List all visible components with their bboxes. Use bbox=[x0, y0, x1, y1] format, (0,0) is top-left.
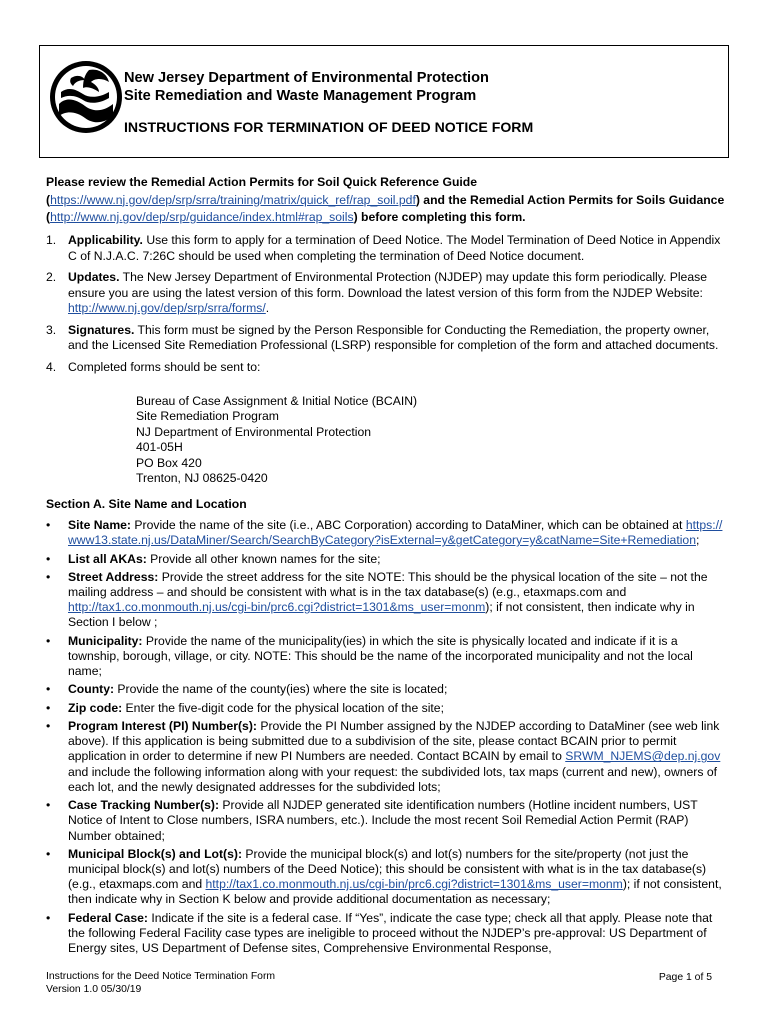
bullet-glyph: • bbox=[46, 518, 51, 532]
item-heading: Updates. bbox=[68, 270, 120, 284]
bullet-glyph: • bbox=[46, 910, 51, 925]
bullet-heading: Municipality: bbox=[68, 633, 143, 648]
list-item bbox=[46, 360, 726, 376]
bullet-heading: Program Interest (PI) Number(s): bbox=[68, 719, 257, 733]
address-line: Trenton, NJ 08625-0420 bbox=[136, 471, 268, 486]
address-line: Bureau of Case Assignment & Initial Notice (BCAIN) bbox=[136, 394, 418, 408]
footer-form-name: Instructions for the Deed Notice Termination Form bbox=[46, 971, 276, 982]
item-number: 3. bbox=[46, 322, 57, 337]
bullet-heading: Case Tracking Number(s): bbox=[68, 798, 220, 813]
list-item bbox=[46, 323, 726, 354]
mailing-address bbox=[136, 394, 417, 486]
rap-soils-guidance-link[interactable]: http://www.nj.gov/dep/srp/guidance/index.html#rap_soils bbox=[50, 210, 354, 224]
njdep-logo-icon bbox=[49, 60, 123, 134]
bullet-glyph: • bbox=[46, 551, 51, 566]
bullet-glyph: • bbox=[46, 798, 51, 813]
bullet-heading: Federal Case: bbox=[68, 910, 148, 925]
header-box bbox=[39, 45, 729, 158]
section-a-heading: Section A. Site Name and Location bbox=[46, 497, 247, 511]
bullet-text: Enter the five-digit code for the physical location of the site; bbox=[122, 700, 444, 715]
bullet-block-lot bbox=[46, 847, 728, 908]
address-line: Site Remediation Program bbox=[136, 409, 279, 424]
bullet-after: ); if not consistent, then indicate why in Section I below ; bbox=[68, 600, 695, 630]
item-heading: Applicability. bbox=[68, 233, 143, 247]
bullet-text: Provide the municipal block(s) and lot(s) numbers for the site/property (not just the municipal block(s) and lot(s) numbers of the Deed Notice); this should be consistent with what is in the tax database(s) (e.g., etaxmaps.com and bbox=[68, 846, 707, 892]
bullet-county bbox=[46, 682, 728, 697]
bullet-akas bbox=[46, 552, 728, 567]
item-number: 4. bbox=[46, 359, 57, 374]
item-number: 1. bbox=[46, 233, 57, 247]
bullet-text: Provide the PI Number assigned by the NJDEP according to DataMiner (see web link above). If this application is being submitted due to a subdivision of the site, please contact BCAIN prior to permit application in order to determine if new PI Numbers are needed. Contact BCAIN by email to bbox=[68, 719, 720, 764]
bullet-text: Provide all NJDEP generated site identification numbers (Hotline incident numbers, UST Notice of Intent to Close numbers, ISRA numbers, etc.). Include the most recent Soil Remedial Action Permit (RAP) Number obtained; bbox=[68, 798, 698, 843]
rap-soil-guide-link[interactable]: https://www.nj.gov/dep/srp/srra/training/matrix/quick_ref/rap_soil.pdf bbox=[50, 192, 416, 207]
list-item bbox=[46, 270, 726, 317]
address-line: PO Box 420 bbox=[136, 455, 202, 470]
bcain-email-link[interactable]: SRWM_NJEMS@dep.nj.gov bbox=[565, 749, 721, 764]
item-after: . bbox=[265, 301, 270, 315]
tax-database-link-2[interactable]: http://tax1.co.monmouth.nj.us/cgi-bin/prc6.cgi?district=1301&ms_user=monm bbox=[205, 877, 623, 892]
footer-left bbox=[46, 970, 275, 996]
footer-version: Version 1.0 05/30/19 bbox=[46, 984, 142, 995]
bullet-text: Provide the name of the municipality(ies) in which the site is physically located and indicate if it is a township, borough, village, or city. NOTE: This should be the name of the incorporated municipality and not the local name; bbox=[68, 633, 693, 679]
item-text: The New Jersey Department of Environmental Protection (NJDEP) may update this form periodically. Please ensure you are using the latest version of this form. Download the latest version of this form from the NJDEP Website: bbox=[68, 270, 707, 300]
dataminer-link[interactable]: https://www13.state.nj.us/DataMiner/Search/SearchByCategory?isExternal=y&getCategory=y&catName=Site+Remediation bbox=[68, 518, 723, 548]
bullet-glyph: • bbox=[46, 846, 51, 861]
address-line: NJ Department of Environmental Protection bbox=[136, 424, 372, 439]
item-number: 2. bbox=[46, 270, 57, 284]
bullet-heading: County: bbox=[68, 682, 115, 697]
bullet-pi-number bbox=[46, 719, 728, 795]
bullet-text: Indicate if the site is a federal case. If “Yes”, indicate the case type; check all that apply. Please note that the following Federal Facility case types are ineligible to proceed without the NJDEP’s pre-approval: US Department of Energy sites, US Department of Defense sites, Comprehensive Environmental Response, bbox=[68, 910, 713, 956]
bullet-municipality bbox=[46, 634, 728, 680]
bullet-glyph: • bbox=[46, 682, 51, 697]
item-text: Completed forms should be sent to: bbox=[68, 359, 261, 374]
bullet-after: ; bbox=[695, 533, 700, 548]
item-heading: Signatures. bbox=[68, 322, 135, 337]
bullet-case-tracking bbox=[46, 798, 728, 844]
section-a-bullets bbox=[46, 518, 728, 959]
instruction-list bbox=[46, 233, 726, 381]
bullet-glyph: • bbox=[46, 719, 51, 733]
forms-link[interactable]: http://www.nj.gov/dep/srp/srra/forms/ bbox=[68, 301, 266, 315]
bullet-after: and include the following information along with your request: the subdivided lots, tax maps (current and new), owners of each lot, and the newly designated addresses for the subdivided lots; bbox=[68, 764, 718, 794]
bullet-text: Provide the name of the county(ies) where the site is located; bbox=[114, 682, 448, 697]
bullet-heading: Site Name: bbox=[68, 518, 131, 532]
bullet-text: Provide all other known names for the site; bbox=[146, 551, 381, 566]
bullet-text: Provide the street address for the site NOTE: This should be the physical location of the site – not the mailing address – and should be consistent with what is in the tax database(s) (e.g., etaxmaps.com and bbox=[68, 569, 708, 599]
bullet-heading: Municipal Block(s) and Lot(s): bbox=[68, 846, 243, 861]
page-number: Page 1 of 5 bbox=[658, 972, 712, 983]
tax-database-link[interactable]: http://tax1.co.monmouth.nj.us/cgi-bin/prc6.cgi?district=1301&ms_user=monm bbox=[68, 600, 486, 615]
bullet-text: Provide the name of the site (i.e., ABC Corporation) according to DataMiner, which can be obtained at bbox=[131, 518, 686, 532]
bullet-street-address bbox=[46, 570, 728, 631]
bullet-after: ); if not consistent, then indicate why in Section K below and provide additional documentation as necessary; bbox=[68, 877, 722, 907]
list-item bbox=[46, 233, 726, 264]
intro-paragraph: Please review the Remedial Action Permits for Soil Quick Reference Guide (https://www.nj.gov/dep/srp/srra/training/matrix/quick_ref/rap_soil.pdf) and the Remedial Action Permits for Soils Guidance (http://www.nj.gov/dep/srp/guidance/index.html#rap_soils) before completing this form. bbox=[46, 175, 725, 224]
bullet-federal-case bbox=[46, 911, 728, 957]
intro-end: ) before completing this form. bbox=[353, 210, 526, 224]
bullet-glyph: • bbox=[46, 633, 51, 648]
bullet-zip bbox=[46, 701, 728, 716]
agency-name: New Jersey Department of Environmental Protection bbox=[124, 70, 489, 86]
item-text: Use this form to apply for a termination of Deed Notice. The Model Termination of Deed Notice in Appendix C of N.J.A.C. 7:26C should be used when completing the termination of Deed Notice document. bbox=[68, 233, 721, 263]
program-name: Site Remediation and Waste Management Program bbox=[124, 88, 477, 104]
intro-mid: and the Remedial Action Permits for Soils Guidance ( bbox=[46, 192, 725, 224]
address-line: 401-05H bbox=[136, 440, 183, 455]
bullet-site-name bbox=[46, 518, 728, 548]
bullet-glyph: • bbox=[46, 700, 51, 715]
form-title: INSTRUCTIONS FOR TERMINATION OF DEED NOTICE FORM bbox=[124, 119, 534, 135]
item-text: This form must be signed by the Person Responsible for Conducting the Remediation, the property owner, and the Licensed Site Remediation Professional (LSRP) responsible for completion of the form and attached documents. bbox=[68, 322, 719, 352]
bullet-heading: List all AKAs: bbox=[68, 551, 147, 566]
bullet-glyph: • bbox=[46, 569, 51, 584]
bullet-heading: Street Address: bbox=[68, 569, 159, 584]
intro-line1: Please review the Remedial Action Permits for Soil Quick Reference Guide bbox=[46, 175, 478, 189]
bullet-heading: Zip code: bbox=[68, 700, 123, 715]
